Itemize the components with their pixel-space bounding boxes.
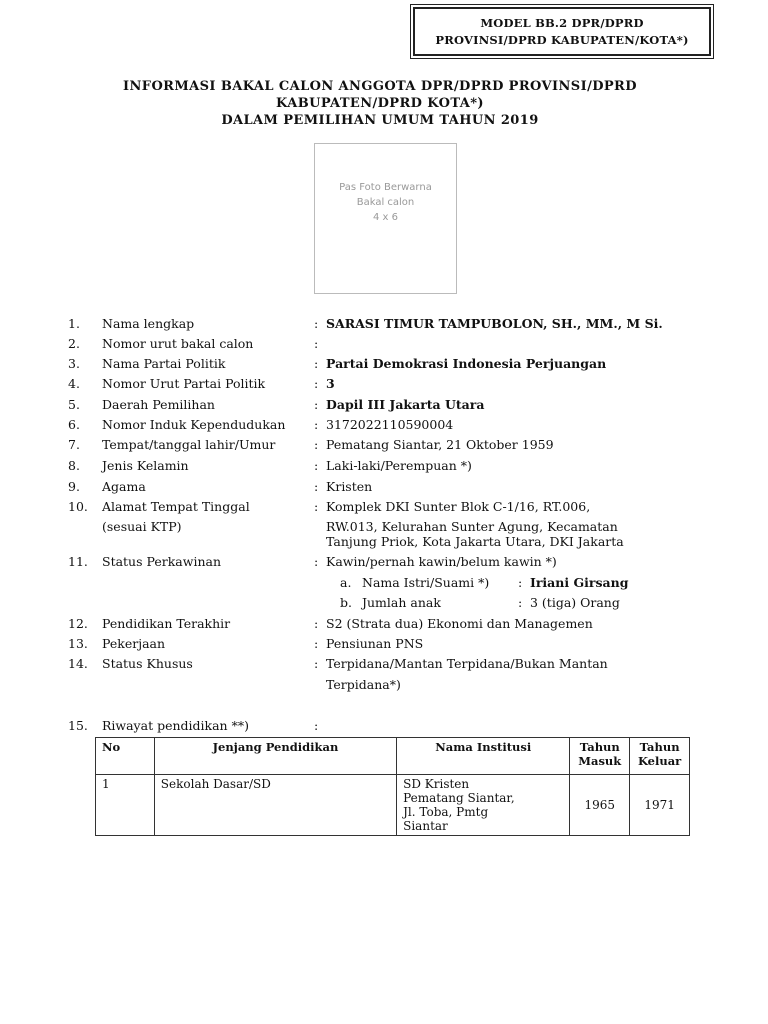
field-10-label: Alamat Tempat Tinggal	[102, 499, 250, 514]
header-no: No	[96, 738, 155, 775]
field-15-colon: :	[314, 718, 319, 733]
field-13-number: 13.	[68, 636, 88, 651]
field-13-colon: :	[314, 636, 319, 651]
field-5-label: Daerah Pemilihan	[102, 397, 215, 412]
model-line-2: PROVINSI/DPRD KABUPATEN/KOTA*)	[435, 32, 689, 47]
field-2-number: 2.	[68, 336, 80, 351]
field-10-colon: :	[314, 499, 319, 514]
field-1-number: 1.	[68, 316, 80, 331]
field-7-label: Tempat/tanggal lahir/Umur	[102, 437, 276, 452]
cell-tahun-masuk: 1965	[570, 775, 630, 836]
field-6-label: Nomor Induk Kependudukan	[102, 417, 286, 432]
field-12-number: 12.	[68, 616, 88, 631]
field-7-value: Pematang Siantar, 21 Oktober 1959	[326, 437, 554, 452]
field-11-colon: :	[314, 554, 319, 569]
field-5-number: 5.	[68, 397, 80, 412]
cell-institusi-line-1: SD Kristen	[403, 777, 470, 791]
cell-institusi	[397, 775, 570, 836]
cell-jenjang: Sekolah Dasar/SD	[154, 775, 396, 836]
field-12-label: Pendidikan Terakhir	[102, 616, 231, 631]
photo-line-2: Bakal calon	[356, 197, 415, 208]
header-tahun-masuk-line-1: Tahun	[579, 740, 620, 754]
education-table	[95, 737, 690, 836]
cell-institusi-line-4: Siantar	[403, 819, 448, 833]
title-line-3: DALAM PEMILIHAN UMUM TAHUN 2019	[221, 113, 539, 128]
field-11-value: Kawin/pernah kawin/belum kawin *)	[326, 554, 557, 569]
field-15-label: Riwayat pendidikan **)	[102, 718, 249, 733]
field-3-value: Partai Demokrasi Indonesia Perjuangan	[326, 356, 607, 371]
field-2-label: Nomor urut bakal calon	[102, 336, 254, 351]
field-3-colon: :	[314, 356, 319, 371]
field-10-number: 10.	[68, 499, 88, 514]
field-3-number: 3.	[68, 356, 80, 371]
field-8-label: Jenis Kelamin	[102, 458, 189, 473]
field-7-number: 7.	[68, 437, 80, 452]
header-tahun-masuk	[570, 738, 630, 775]
field-14-label: Status Khusus	[102, 656, 193, 671]
field-4-colon: :	[314, 376, 319, 391]
field-10-value-line-3: Tanjung Priok, Kota Jakarta Utara, DKI Jakarta	[326, 534, 624, 549]
field-5-value: Dapil III Jakarta Utara	[326, 397, 485, 412]
model-box	[413, 7, 711, 56]
field-11b-letter: b.	[340, 595, 352, 610]
field-5-colon: :	[314, 397, 319, 412]
field-8-number: 8.	[68, 458, 80, 473]
model-line-1: MODEL BB.2 DPR/DPRD	[480, 15, 644, 30]
field-9-number: 9.	[68, 479, 80, 494]
field-14-value-line-1: Terpidana/Mantan Terpidana/Bukan Mantan	[326, 656, 608, 671]
field-15-number: 15.	[68, 718, 88, 733]
field-9-label: Agama	[102, 479, 146, 494]
field-9-colon: :	[314, 479, 319, 494]
field-11a-letter: a.	[340, 575, 352, 590]
document-title	[60, 78, 700, 129]
field-14-value-line-2: Terpidana*)	[326, 677, 401, 692]
field-13-value: Pensiunan PNS	[326, 636, 424, 651]
education-table-header	[96, 738, 690, 775]
field-13-label: Pekerjaan	[102, 636, 166, 651]
field-6-colon: :	[314, 417, 319, 432]
field-9-value: Kristen	[326, 479, 373, 494]
photo-line-1: Pas Foto Berwarna	[339, 182, 432, 193]
field-11-label: Status Perkawinan	[102, 554, 222, 569]
header-tahun-keluar-line-1: Tahun	[639, 740, 680, 754]
field-11b-label: Jumlah anak	[362, 595, 441, 610]
field-3-label: Nama Partai Politik	[102, 356, 226, 371]
header-jenjang: Jenjang Pendidikan	[154, 738, 396, 775]
photo-placeholder	[314, 143, 457, 294]
header-tahun-masuk-line-2: Masuk	[578, 754, 622, 768]
field-10-value-line-2: RW.013, Kelurahan Sunter Agung, Kecamatan	[326, 519, 618, 534]
field-10-label-sub: (sesuai KTP)	[102, 519, 182, 534]
header-tahun-keluar	[630, 738, 690, 775]
field-1-value: SARASI TIMUR TAMPUBOLON, SH., MM., M Si.	[326, 316, 663, 331]
field-11a-value: Iriani Girsang	[530, 575, 629, 590]
field-11a-label: Nama Istri/Suami *)	[362, 575, 490, 590]
field-11-number: 11.	[68, 554, 88, 569]
field-6-value: 3172022110590004	[326, 417, 454, 432]
field-4-value: 3	[326, 376, 335, 391]
cell-no: 1	[96, 775, 155, 836]
field-7-colon: :	[314, 437, 319, 452]
photo-line-3: 4 x 6	[373, 212, 398, 223]
cell-tahun-keluar: 1971	[630, 775, 690, 836]
field-10-value-line-1: Komplek DKI Sunter Blok C-1/16, RT.006,	[326, 499, 591, 514]
field-1-label: Nama lengkap	[102, 316, 195, 331]
title-line-2: KABUPATEN/DPRD KOTA*)	[276, 96, 484, 111]
field-12-colon: :	[314, 616, 319, 631]
field-4-label: Nomor Urut Partai Politik	[102, 376, 266, 391]
field-1-colon: :	[314, 316, 319, 331]
field-12-value: S2 (Strata dua) Ekonomi dan Managemen	[326, 616, 593, 631]
header-tahun-keluar-line-2: Keluar	[637, 754, 682, 768]
field-11b-colon: :	[518, 595, 523, 610]
title-line-1: INFORMASI BAKAL CALON ANGGOTA DPR/DPRD PROVINSI/DPRD	[123, 79, 637, 94]
field-8-colon: :	[314, 458, 319, 473]
table-row	[96, 775, 690, 836]
cell-institusi-line-3: Jl. Toba, Pmtg	[403, 805, 489, 819]
field-4-number: 4.	[68, 376, 80, 391]
header-institusi: Nama Institusi	[397, 738, 570, 775]
field-14-number: 14.	[68, 656, 88, 671]
field-6-number: 6.	[68, 417, 80, 432]
cell-institusi-line-2: Pematang Siantar,	[403, 791, 515, 805]
field-8-value: Laki-laki/Perempuan *)	[326, 458, 472, 473]
field-11a-colon: :	[518, 575, 523, 590]
field-2-colon: :	[314, 336, 319, 351]
field-14-colon: :	[314, 656, 319, 671]
field-11b-value: 3 (tiga) Orang	[530, 595, 620, 610]
